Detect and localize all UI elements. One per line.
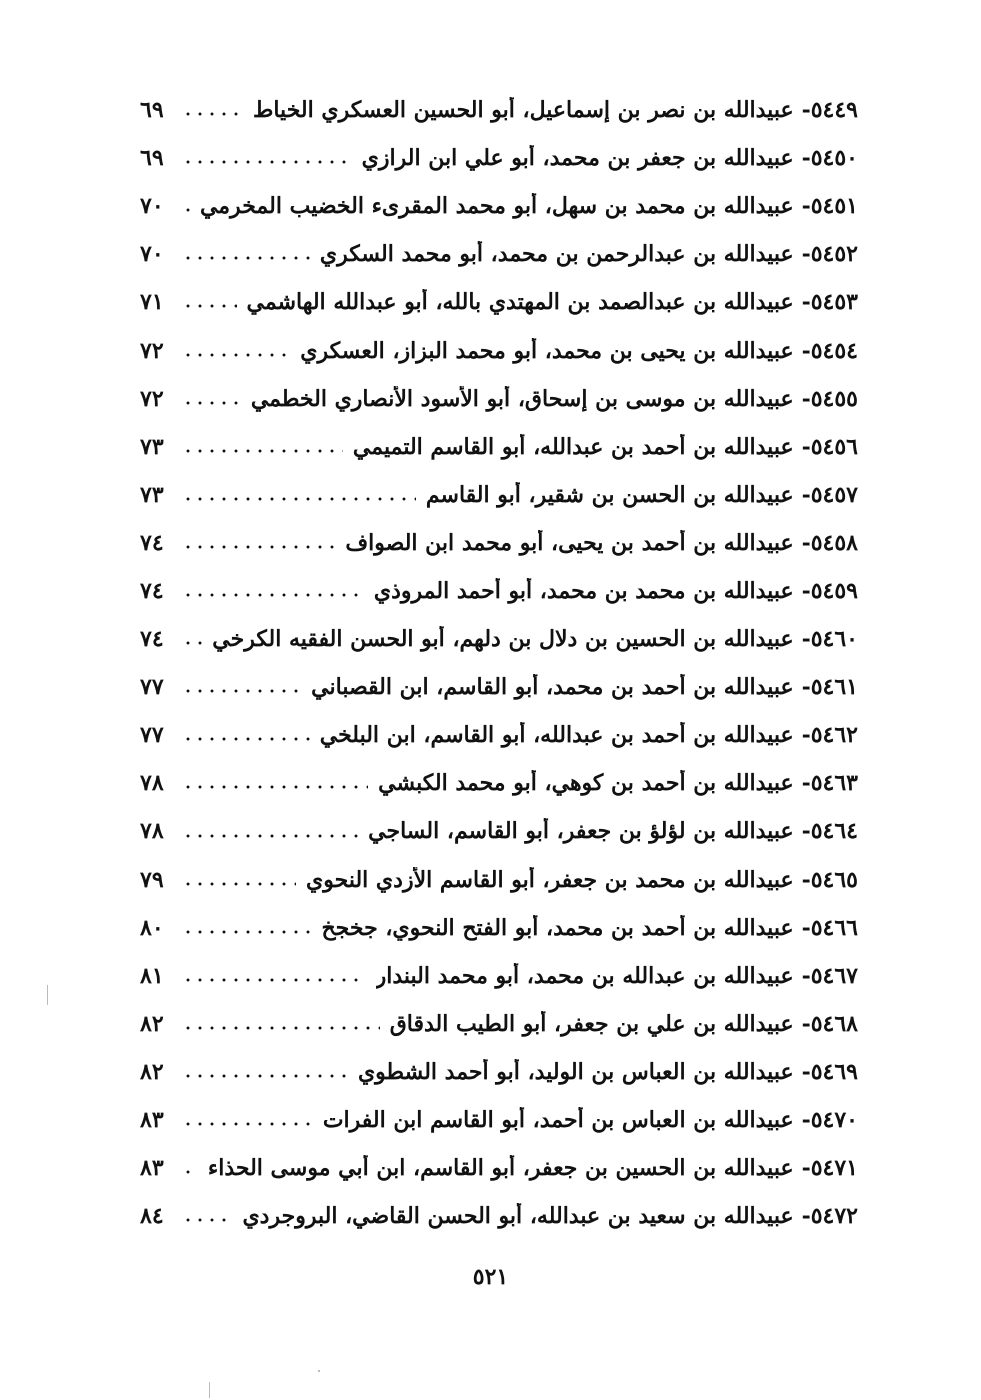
toc-entry bbox=[140, 86, 858, 134]
scan-artifact-line bbox=[209, 1382, 210, 1398]
table-of-contents bbox=[140, 86, 858, 1240]
dot-leader bbox=[182, 110, 243, 118]
entry-title: عبيدالله بن لؤلؤ بن جعفر، أبو القاسم، الساجي bbox=[368, 818, 794, 845]
entry-number: ٥٤٦١- bbox=[801, 674, 858, 701]
dot-leader bbox=[182, 302, 237, 310]
scan-artifact-dot bbox=[318, 1370, 320, 1372]
entry-number: ٥٤٥٣- bbox=[801, 289, 858, 316]
entry-title: عبيدالله بن محمد بن سهل، أبو محمد المقرىء الخضيب المخرمي bbox=[199, 193, 794, 220]
entry-page-number: ٧٤ bbox=[140, 529, 164, 556]
toc-entry bbox=[140, 326, 858, 374]
entry-number: ٥٤٦٣- bbox=[801, 770, 858, 797]
entry-page-number: ٨٠ bbox=[140, 914, 164, 941]
entry-title: عبيدالله بن نصر بن إسماعيل، أبو الحسين العسكري الخياط bbox=[253, 97, 794, 124]
toc-entry bbox=[140, 1144, 858, 1192]
entry-page-number: ٧٨ bbox=[140, 818, 164, 845]
entry-title: عبيدالله بن جعفر بن محمد، أبو علي ابن الرازي bbox=[361, 145, 794, 172]
dot-leader bbox=[182, 639, 202, 647]
entry-number: ٥٤٦٧- bbox=[801, 962, 858, 989]
dot-leader bbox=[182, 976, 366, 984]
entry-number: ٥٤٥٠- bbox=[801, 145, 858, 172]
dot-leader bbox=[182, 1024, 380, 1032]
toc-entry bbox=[140, 375, 858, 423]
dot-leader bbox=[182, 447, 343, 455]
dot-leader bbox=[182, 254, 310, 262]
dot-leader bbox=[182, 543, 335, 551]
entry-number: ٥٤٥٩- bbox=[801, 577, 858, 604]
dot-leader bbox=[182, 880, 296, 888]
dot-leader bbox=[182, 206, 190, 214]
toc-entry bbox=[140, 471, 858, 519]
entry-page-number: ٦٩ bbox=[140, 145, 164, 172]
toc-entry bbox=[140, 663, 858, 711]
entry-page-number: ٧٩ bbox=[140, 866, 164, 893]
dot-leader bbox=[182, 399, 241, 407]
entry-title: عبيدالله بن محمد بن جعفر، أبو القاسم الأزدي النحوي bbox=[306, 866, 794, 893]
entry-number: ٥٤٥٨- bbox=[801, 529, 858, 556]
entry-title: عبيدالله بن محمد بن محمد، أبو أحمد المروذي bbox=[373, 577, 794, 604]
toc-entry bbox=[140, 278, 858, 326]
entry-page-number: ٨٢ bbox=[140, 1010, 164, 1037]
dot-leader bbox=[182, 687, 301, 695]
entry-title: عبيدالله بن العباس بن أحمد، أبو القاسم ابن الفرات bbox=[322, 1107, 794, 1134]
toc-entry bbox=[140, 1096, 858, 1144]
entry-number: ٥٤٦٠- bbox=[801, 626, 858, 653]
entry-title: عبيدالله بن أحمد بن يحيى، أبو محمد ابن الصواف bbox=[345, 529, 794, 556]
entry-page-number: ٧٤ bbox=[140, 577, 164, 604]
toc-entry bbox=[140, 1048, 858, 1096]
dot-leader bbox=[182, 591, 364, 599]
dot-leader bbox=[182, 1072, 348, 1080]
dot-leader bbox=[182, 832, 358, 840]
entry-number: ٥٤٥٢- bbox=[801, 241, 858, 268]
entry-title: عبيدالله بن عبدالله بن محمد، أبو محمد البندار bbox=[375, 962, 794, 989]
dot-leader bbox=[182, 928, 311, 936]
entry-number: ٥٤٦٦- bbox=[801, 914, 858, 941]
toc-entry bbox=[140, 423, 858, 471]
entry-page-number: ٧٧ bbox=[140, 722, 164, 749]
entry-title: عبيدالله بن أحمد بن كوهي، أبو محمد الكبشي bbox=[378, 770, 794, 797]
entry-page-number: ٧٨ bbox=[140, 770, 164, 797]
entry-title: عبيدالله بن أحمد بن عبدالله، أبو القاسم، ابن البلخي bbox=[319, 722, 794, 749]
toc-entry bbox=[140, 182, 858, 230]
entry-page-number: ٧١ bbox=[140, 289, 164, 316]
entry-page-number: ٨٢ bbox=[140, 1058, 164, 1085]
toc-entry bbox=[140, 759, 858, 807]
dot-leader bbox=[182, 735, 310, 743]
toc-entry bbox=[140, 952, 858, 1000]
entry-number: ٥٤٧٠- bbox=[801, 1107, 858, 1134]
toc-entry bbox=[140, 615, 858, 663]
dot-leader bbox=[182, 495, 416, 503]
toc-entry bbox=[140, 134, 858, 182]
dot-leader bbox=[182, 1216, 232, 1224]
toc-entry bbox=[140, 519, 858, 567]
toc-entry bbox=[140, 1192, 858, 1240]
entry-number: ٥٤٤٩- bbox=[801, 97, 858, 124]
entry-title: عبيدالله بن سعيد بن عبدالله، أبو الحسن القاضي، البروجردي bbox=[242, 1203, 794, 1230]
dot-leader bbox=[182, 1168, 198, 1176]
entry-title: عبيدالله بن عبدالرحمن بن محمد، أبو محمد السكري bbox=[319, 241, 794, 268]
entry-page-number: ٧٧ bbox=[140, 674, 164, 701]
toc-entry bbox=[140, 904, 858, 952]
page-number: ٥٢١ bbox=[472, 1264, 509, 1290]
entry-page-number: ٧٣ bbox=[140, 481, 164, 508]
entry-page-number: ٨٣ bbox=[140, 1107, 164, 1134]
entry-page-number: ٧٣ bbox=[140, 433, 164, 460]
entry-number: ٥٤٦٤- bbox=[801, 818, 858, 845]
dot-leader bbox=[182, 1120, 313, 1128]
entry-title: عبيدالله بن علي بن جعفر، أبو الطيب الدقاق bbox=[389, 1010, 794, 1037]
entry-page-number: ٧٠ bbox=[140, 193, 164, 220]
entry-number: ٥٤٧١- bbox=[801, 1155, 858, 1182]
entry-title: عبيدالله بن عبدالصمد بن المهتدي بالله، أبو عبدالله الهاشمي bbox=[246, 289, 794, 316]
entry-page-number: ٧٠ bbox=[140, 241, 164, 268]
dot-leader bbox=[182, 783, 368, 791]
entry-number: ٥٤٥٤- bbox=[801, 337, 858, 364]
entry-title: عبيدالله بن أحمد بن محمد، أبو القاسم، ابن القصباني bbox=[311, 674, 794, 701]
entry-page-number: ٧٢ bbox=[140, 385, 164, 412]
entry-number: ٥٤٥٧- bbox=[801, 481, 858, 508]
entry-number: ٥٤٧٢- bbox=[801, 1203, 858, 1230]
entry-title: عبيدالله بن أحمد بن عبدالله، أبو القاسم التميمي bbox=[352, 433, 794, 460]
entry-title: عبيدالله بن أحمد بن محمد، أبو الفتح النحوي، جخجخ bbox=[321, 914, 794, 941]
entry-number: ٥٤٥٦- bbox=[801, 433, 858, 460]
dot-leader bbox=[182, 158, 352, 166]
entry-page-number: ٨١ bbox=[140, 962, 164, 989]
toc-entry bbox=[140, 711, 858, 759]
entry-number: ٥٤٥١- bbox=[801, 193, 858, 220]
entry-title: عبيدالله بن الحسن بن شقير، أبو القاسم bbox=[425, 481, 794, 508]
entry-title: عبيدالله بن العباس بن الوليد، أبو أحمد الشطوي bbox=[357, 1058, 794, 1085]
dot-leader bbox=[182, 351, 290, 359]
entry-number: ٥٤٥٥- bbox=[801, 385, 858, 412]
entry-page-number: ٧٢ bbox=[140, 337, 164, 364]
toc-entry bbox=[140, 567, 858, 615]
entry-title: عبيدالله بن الحسين بن جعفر، أبو القاسم، ابن أبي موسى الحذاء bbox=[207, 1155, 794, 1182]
scan-artifact-line bbox=[47, 985, 48, 1005]
entry-page-number: ٧٤ bbox=[140, 626, 164, 653]
entry-page-number: ٦٩ bbox=[140, 97, 164, 124]
entry-title: عبيدالله بن الحسين بن دلال بن دلهم، أبو الحسن الفقيه الكرخي bbox=[212, 626, 794, 653]
entry-number: ٥٤٦٩- bbox=[801, 1058, 858, 1085]
entry-title: عبيدالله بن يحيى بن محمد، أبو محمد البزاز، العسكري bbox=[300, 337, 794, 364]
entry-number: ٥٤٦٢- bbox=[801, 722, 858, 749]
toc-entry bbox=[140, 230, 858, 278]
entry-number: ٥٤٦٥- bbox=[801, 866, 858, 893]
entry-title: عبيدالله بن موسى بن إسحاق، أبو الأسود الأنصاري الخطمي bbox=[250, 385, 794, 412]
toc-entry bbox=[140, 1000, 858, 1048]
entry-page-number: ٨٤ bbox=[140, 1203, 164, 1230]
entry-number: ٥٤٦٨- bbox=[801, 1010, 858, 1037]
toc-entry bbox=[140, 856, 858, 904]
toc-entry bbox=[140, 807, 858, 855]
entry-page-number: ٨٣ bbox=[140, 1155, 164, 1182]
